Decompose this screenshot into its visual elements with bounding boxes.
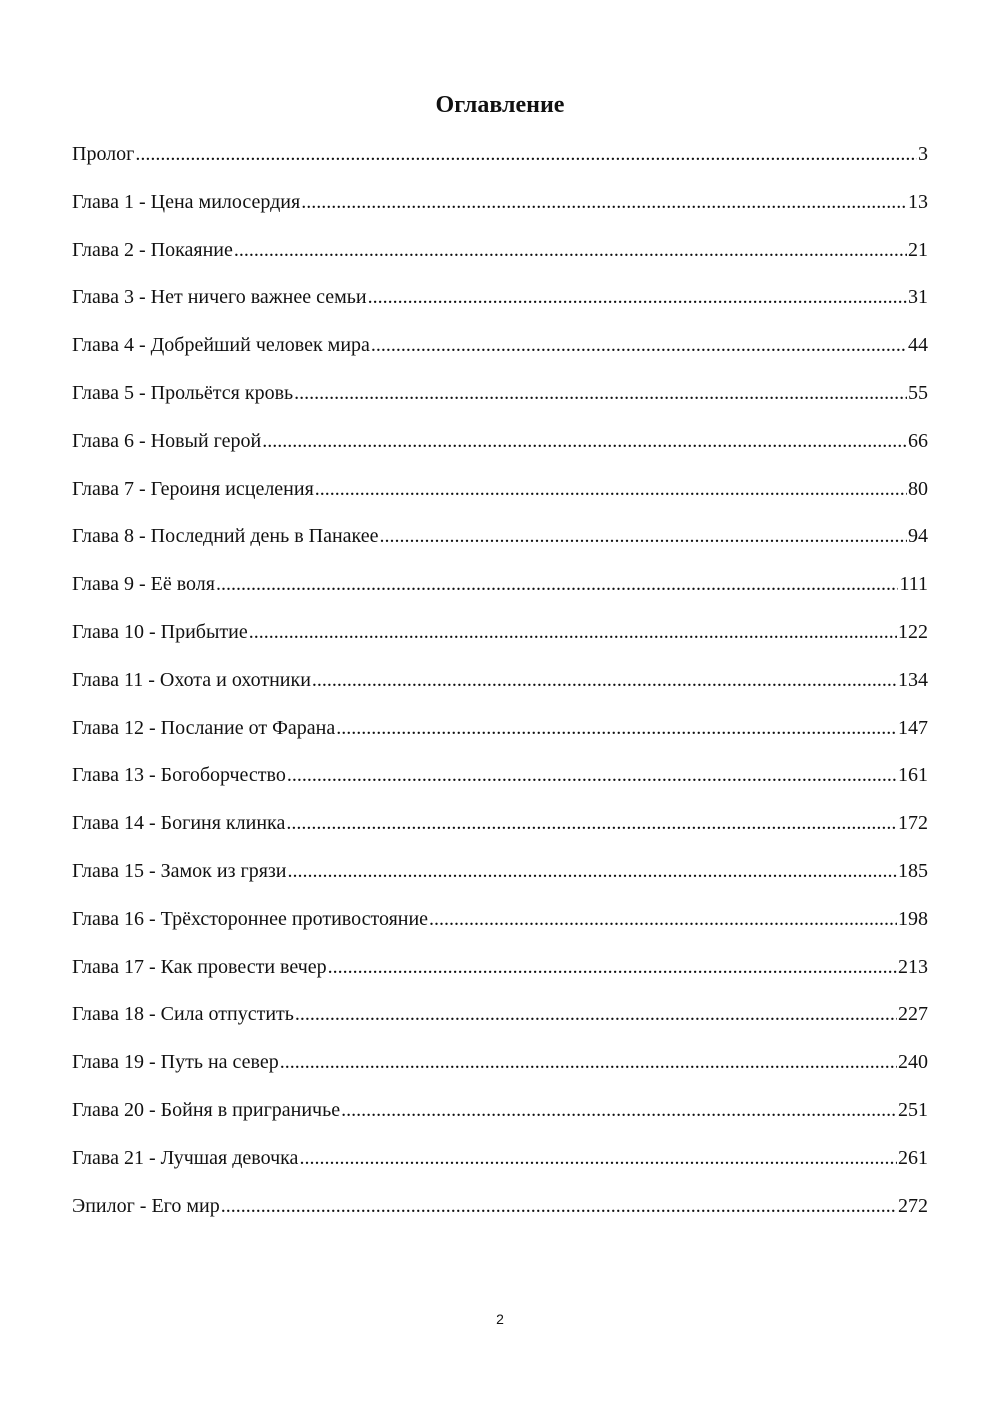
dot-leader <box>328 956 897 979</box>
toc-entry-label: Эпилог - Его мир <box>72 1194 220 1217</box>
toc-entry-label: Глава 17 - Как провести вечер <box>72 955 327 978</box>
toc-entry[interactable] <box>72 430 928 478</box>
toc-entry-page: 66 <box>908 429 928 452</box>
toc-entry[interactable] <box>72 621 928 669</box>
toc-entry-label: Глава 15 - Замок из грязи <box>72 859 287 882</box>
toc-entry-label: Глава 12 - Послание от Фарана <box>72 716 336 739</box>
toc-entry[interactable] <box>72 669 928 717</box>
toc-entry-label: Глава 6 - Новый герой <box>72 429 262 452</box>
toc-entry-page: 44 <box>908 334 928 357</box>
toc-entry[interactable] <box>72 1147 928 1195</box>
toc-entry-page: 172 <box>898 812 928 835</box>
toc-entry-label: Глава 3 - Нет ничего важнее семьи <box>72 286 367 309</box>
toc-entry-label: Глава 7 - Героиня исцеления <box>72 477 314 500</box>
dot-leader <box>234 239 907 262</box>
toc-entry-label: Глава 10 - Прибытие <box>72 620 248 643</box>
dot-leader <box>280 1051 897 1074</box>
dot-leader <box>216 573 899 596</box>
toc-entry-page: 3 <box>918 143 928 165</box>
toc-entry-label: Глава 1 - Цена милосердия <box>72 190 301 213</box>
dot-leader <box>135 143 917 166</box>
dot-leader <box>336 717 897 740</box>
toc-entry-label: Глава 4 - Добрейший человек мира <box>72 334 370 357</box>
toc-entry[interactable] <box>72 334 928 382</box>
toc-entry[interactable] <box>72 191 928 239</box>
dot-leader <box>249 621 897 644</box>
toc-entry[interactable] <box>72 1099 928 1147</box>
toc-entry[interactable] <box>72 286 928 334</box>
toc-entry-page: 13 <box>908 190 928 213</box>
toc-entry[interactable] <box>72 1051 928 1099</box>
toc-entry[interactable] <box>72 812 928 860</box>
toc-entry-label: Глава 14 - Богиня клинка <box>72 812 286 835</box>
dot-leader <box>299 1147 897 1170</box>
toc-entry-page: 185 <box>898 859 928 882</box>
toc-entry[interactable] <box>72 573 928 621</box>
dot-leader <box>288 860 897 883</box>
toc-entry[interactable] <box>72 239 928 287</box>
dot-leader <box>380 525 907 548</box>
dot-leader <box>315 478 907 501</box>
dot-leader <box>312 669 897 692</box>
toc-entry[interactable] <box>72 956 928 1004</box>
dot-leader <box>295 1003 897 1026</box>
toc-entry-page: 213 <box>898 955 928 978</box>
dot-leader <box>368 286 907 309</box>
toc-entry-page: 122 <box>898 620 928 643</box>
toc-entry-page: 161 <box>898 764 928 787</box>
toc-entry[interactable] <box>72 525 928 573</box>
toc-entry-label: Глава 9 - Её воля <box>72 573 215 596</box>
dot-leader <box>286 812 897 835</box>
toc-entry-page: 261 <box>898 1146 928 1169</box>
page-title: Оглавление <box>435 92 565 118</box>
dot-leader <box>301 191 907 214</box>
toc-entry-page: 134 <box>898 668 928 691</box>
toc-entry-page: 240 <box>898 1051 928 1074</box>
toc-entry-page: 94 <box>908 525 928 548</box>
page-number: 2 <box>496 1311 504 1327</box>
dot-leader <box>294 382 907 405</box>
toc-entry-label: Глава 11 - Охота и охотники <box>72 668 311 691</box>
toc-entry-label: Пролог <box>72 143 135 165</box>
toc-entry-page: 80 <box>908 477 928 500</box>
toc-entry-page: 198 <box>898 907 928 930</box>
toc-entry-label: Глава 5 - Прольётся кровь <box>72 381 294 404</box>
dot-leader <box>262 430 907 453</box>
toc-entry-page: 251 <box>898 1098 928 1121</box>
toc-entry[interactable] <box>72 908 928 956</box>
toc-entry[interactable] <box>72 1195 928 1243</box>
toc-entry[interactable] <box>72 382 928 430</box>
dot-leader <box>287 764 897 787</box>
toc-entry-page: 227 <box>898 1003 928 1026</box>
toc-entry-label: Глава 18 - Сила отпустить <box>72 1003 294 1026</box>
dot-leader <box>429 908 897 931</box>
toc-entry[interactable] <box>72 478 928 526</box>
toc-entry[interactable] <box>72 1003 928 1051</box>
toc-entry-label: Глава 20 - Бойня в приграничье <box>72 1098 341 1121</box>
toc-entry-page: 55 <box>908 381 928 404</box>
toc-entry[interactable] <box>72 717 928 765</box>
dot-leader <box>341 1099 897 1122</box>
table-of-contents <box>72 143 928 1242</box>
toc-entry-label: Глава 8 - Последний день в Панакее <box>72 525 379 548</box>
toc-entry[interactable] <box>72 143 928 191</box>
toc-entry-page: 147 <box>898 716 928 739</box>
toc-entry-page: 21 <box>908 238 928 261</box>
toc-entry-label: Глава 13 - Богоборчество <box>72 764 286 787</box>
dot-leader <box>221 1195 897 1218</box>
toc-entry-page: 31 <box>908 286 928 309</box>
toc-entry[interactable] <box>72 764 928 812</box>
toc-entry-label: Глава 2 - Покаяние <box>72 238 233 261</box>
toc-entry-label: Глава 16 - Трёхстороннее противостояние <box>72 907 429 930</box>
toc-entry-label: Глава 21 - Лучшая девочка <box>72 1146 299 1169</box>
dot-leader <box>371 334 907 357</box>
toc-entry[interactable] <box>72 860 928 908</box>
toc-entry-page: 111 <box>899 573 928 596</box>
toc-entry-page: 272 <box>898 1194 928 1217</box>
toc-entry-label: Глава 19 - Путь на север <box>72 1051 279 1074</box>
